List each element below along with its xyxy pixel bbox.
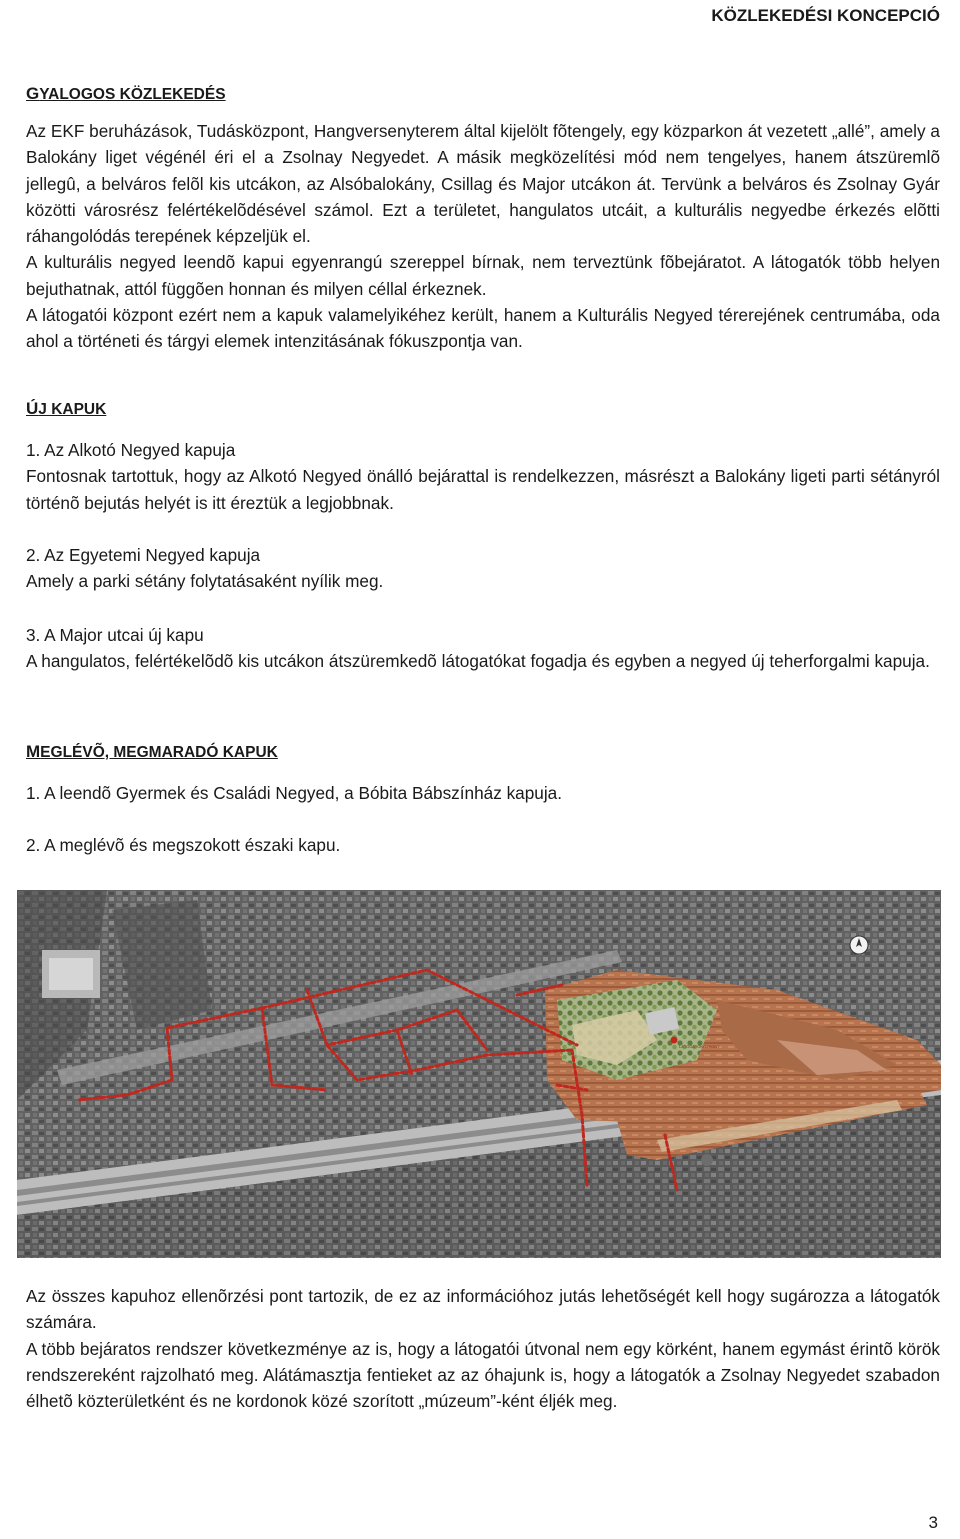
section-title-existing-gates — [26, 742, 278, 762]
section-title-rest: J KAPUK — [38, 401, 107, 418]
visitor-centre-marker — [671, 1037, 678, 1044]
section-title-pedestrian — [26, 84, 226, 104]
aerial-site-plan — [17, 890, 941, 1258]
gate-text: Fontosnak tartottuk, hogy az Alkotó Negyed önálló bejárattal is rendelkezzen, másrészt a Balokány ligeti parti sétányról történõ bejutás helyét is itt éreztük a legjobbnak. — [26, 466, 940, 513]
aerial-site-plan-image — [17, 890, 941, 1258]
page-number: 3 — [928, 1513, 938, 1532]
gate-text: A hangulatos, felértékelõdõ kis utcákon átszüremkedõ látogatókat fogadja és egyben a negyed új teherforgalmi kapuja. — [26, 651, 930, 672]
gate-text: Amely a parki sétány folytatásaként nyílik meg. — [26, 571, 384, 592]
north-arrow-icon — [850, 936, 868, 954]
pedestrian-text — [26, 118, 940, 355]
paragraph: A látogatói központ ezért nem a kapuk valamelyikéhez került, hanem a Kulturális Negyed térerejének centrumába, oda ahol a történeti és tárgyi elemek intenzitásának fókuszpontja van. — [26, 305, 940, 352]
paragraph: A kulturális negyed leendõ kapui egyenrangú szereppel bírnak, nem terveztünk fõbejáratot. A látogatók több helyen bejuthatnak, attól függõen honnan és milyen céllal érkeznek. — [26, 252, 940, 299]
page-header-title: KÖZLEKEDÉSI KONCEPCIÓ — [711, 6, 940, 25]
section-title-initial: M — [26, 742, 41, 761]
new-gate-1 — [26, 437, 940, 516]
existing-gate-1: 1. A leendõ Gyermek és Családi Negyed, a Bóbita Bábszínház kapuja. — [26, 783, 563, 803]
gate-heading: 2. Az Egyetemi Negyed kapuja — [26, 545, 261, 565]
new-gate-2 — [26, 542, 940, 595]
paragraph: Az EKF beruházások, Tudásközpont, Hangversenyterem által kijelölt fõtengely, egy közparkon át vezetett „allé”, amely a Balokány liget végénél éri el a Zsolnay Negyedet. A másik megközelítési mód nem tengelyes, hanem átszüremlõ jellegû, a belváros felõl kis utcákon, az Alsóbalokány, Csillag és Major utcákon át. Tervünk a belváros és Zsolnay Gyár közötti városrész felértékelõdésével számol. Ezt a területet, hangulatos utcáit, a kulturális negyedbe érkezés elõtti ráhangolódás terepének képzeljük el. — [26, 121, 940, 247]
gate-heading: 3. A Major utcai új kapu — [26, 625, 204, 645]
section-title-new-gates — [26, 399, 106, 419]
section-title-rest: YALOGOS KÖZLEKEDÉS — [39, 86, 226, 103]
existing-gate-2: 2. A meglévõ és megszokott északi kapu. — [26, 835, 341, 855]
section-title-initial: Ú — [26, 399, 39, 418]
closing-text — [26, 1283, 940, 1414]
section-title-initial: G — [26, 84, 40, 103]
paragraph: Az összes kapuhoz ellenõrzési pont tartozik, de ez az információhoz jutás lehetõségét kell hogy sugározza a látogatók számára. — [26, 1286, 940, 1333]
paragraph: A több bejáratos rendszer következménye az is, hogy a látogatói útvonal nem egy körként, hanem egymást érintõ körök rendszereként rajzolható meg. Alátámasztja fentieket az az óhajunk is, hogy a látogatók a Zsolnay Negyedet szabadon élhetõ közterületként és ne kordonok közé szorított „múzeum”-ként éljék meg. — [26, 1338, 940, 1412]
section-title-rest: EGLÉVÕ, MEGMARADÓ KAPUK — [40, 744, 278, 761]
new-gate-3 — [26, 622, 940, 675]
visitor-centre-label: LÁTOGATÓKÖZPONT — [679, 1044, 720, 1049]
gate-heading: 1. Az Alkotó Negyed kapuja — [26, 440, 236, 460]
